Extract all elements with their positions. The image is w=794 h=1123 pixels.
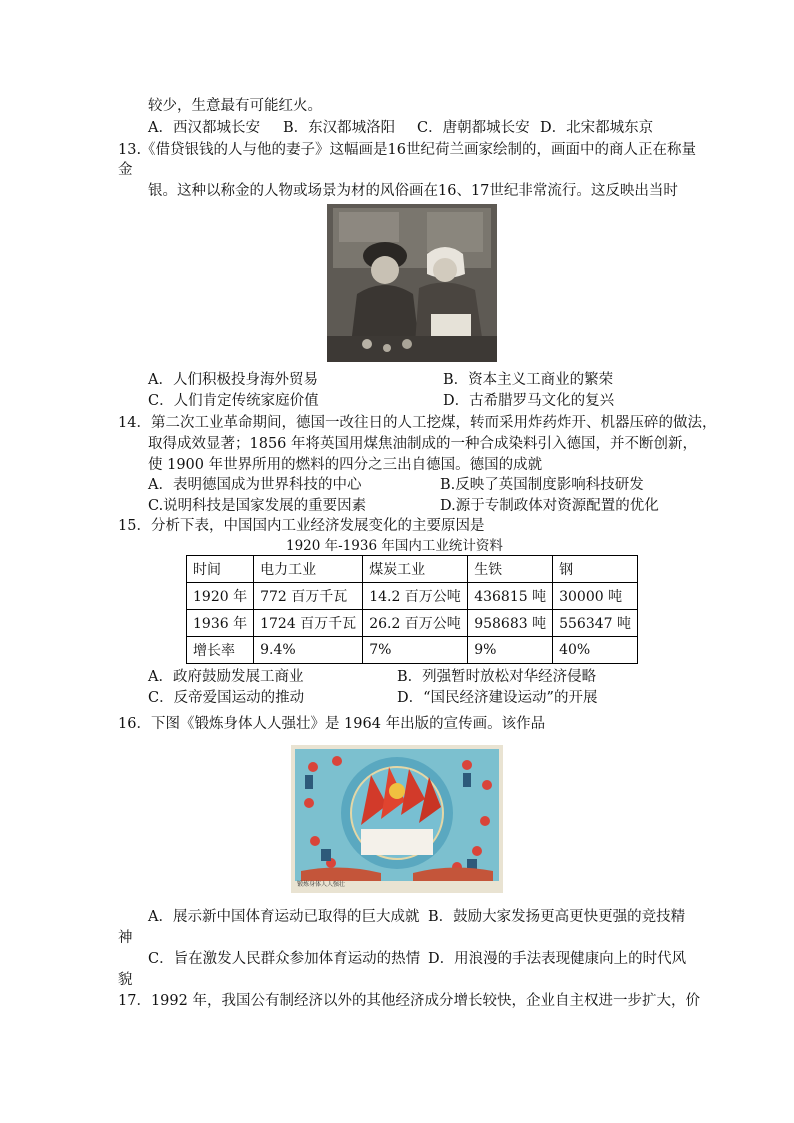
table-header-cell: 电力工业	[254, 556, 363, 583]
q13-option-b: B．资本主义工商业的繁荣	[443, 372, 614, 388]
q12-option-c: C．唐朝都城长安	[417, 120, 530, 136]
q12-option-a: A．西汉都城长安	[148, 120, 260, 136]
q16-option-b-cont: 神	[118, 930, 133, 946]
table-cell: 40%	[553, 637, 638, 664]
table-header-cell: 时间	[187, 556, 254, 583]
table-cell: 958683 吨	[468, 610, 553, 637]
q15-option-d: D．“国民经济建设运动”的开展	[397, 690, 598, 706]
table-cell: 7%	[363, 637, 468, 664]
q13-stem-line2: 银。这种以称金的人物或场景为材的风俗画在16、17世纪非常流行。这反映出当时	[148, 183, 678, 199]
q14-stem-line3: 使 1900 年世界所用的燃料的四分之三出自德国。德国的成就	[148, 457, 543, 473]
q15-option-c: C．反帝爱国运动的推动	[148, 690, 305, 706]
table-row	[187, 583, 638, 610]
table-header-cell: 钢	[553, 556, 638, 583]
table-cell: 1936 年	[187, 610, 254, 637]
table-row	[187, 610, 638, 637]
q14-option-d: D.源于专制政体对资源配置的优化	[440, 498, 659, 514]
industry-stats-table	[186, 555, 638, 664]
poster-caption: 锻炼身体人人强壮	[297, 881, 346, 888]
q12-text-tail: 较少，生意最有可能红火。	[148, 98, 322, 114]
q13-option-d: D．古希腊罗马文化的复兴	[443, 393, 615, 409]
q15-option-b: B．列强暂时放松对华经济侵略	[397, 669, 597, 685]
table-cell: 26.2 百万公吨	[363, 610, 468, 637]
table-row	[187, 637, 638, 664]
table-cell: 1724 百万千瓦	[254, 610, 363, 637]
sports-poster-art	[291, 745, 503, 893]
q16-stem: 16．下图《锻炼身体人人强壮》是 1964 年出版的宣传画。该作品	[118, 716, 546, 732]
q14-option-c: C.说明科技是国家发展的重要因素	[148, 498, 367, 514]
q13-stem-line1b: 金	[118, 162, 133, 178]
table-header-row	[187, 556, 638, 583]
q14-stem-line2: 取得成效显著；1856 年将英国用煤焦油制成的一种合成染料引入德国，并不断创新，	[148, 436, 698, 452]
table-header-cell: 煤炭工业	[363, 556, 468, 583]
q14-option-a: A．表明德国成为世界科技的中心	[148, 477, 362, 493]
q15-option-a: A．政府鼓励发展工商业	[148, 669, 304, 685]
table-cell: 556347 吨	[553, 610, 638, 637]
moneylender-painting-art	[327, 204, 497, 362]
table-cell: 14.2 百万公吨	[363, 583, 468, 610]
table-cell: 9.4%	[254, 637, 363, 664]
q13-option-a: A．人们积极投身海外贸易	[148, 372, 318, 388]
table-cell: 30000 吨	[553, 583, 638, 610]
q12-option-d: D．北宋都城东京	[540, 120, 654, 136]
q13-stem-line1: 13.《借贷银钱的人与他的妻子》这幅画是16世纪荷兰画家绘制的，画面中的商人正在称量	[118, 142, 697, 158]
table-cell: 9%	[468, 637, 553, 664]
q15-stem: 15．分析下表，中国国内工业经济发展变化的主要原因是	[118, 518, 485, 534]
q14-stem-line1: 14．第二次工业革命期间，德国一改往日的人工挖煤，转而采用炸药炸开、机器压碎的做法，	[118, 415, 717, 431]
q12-option-b: B．东汉都城洛阳	[283, 120, 396, 136]
table-header-cell: 生铁	[468, 556, 553, 583]
q16-option-d-cont: 貌	[118, 972, 133, 988]
q16-option-b: B．鼓励大家发扬更高更快更强的竞技精	[428, 909, 686, 925]
sports-propaganda-poster	[291, 745, 503, 893]
q16-option-d: D．用浪漫的手法表现健康向上的时代风	[428, 951, 687, 967]
table-cell: 增长率	[187, 637, 254, 664]
q14-option-b: B.反映了英国制度影响科技研发	[440, 477, 644, 493]
q16-option-c: C．旨在激发人民群众参加体育运动的热情	[148, 951, 421, 967]
table-cell: 436815 吨	[468, 583, 553, 610]
table-cell: 1920 年	[187, 583, 254, 610]
q15-table-title: 1920 年-1936 年国内工业统计资料	[286, 538, 503, 554]
q16-option-a: A．展示新中国体育运动已取得的巨大成就	[148, 909, 420, 925]
moneylender-painting	[327, 204, 497, 362]
q13-option-c: C．人们肯定传统家庭价值	[148, 393, 319, 409]
table-cell: 772 百万千瓦	[254, 583, 363, 610]
q17-stem-line1: 17．1992 年，我国公有制经济以外的其他经济成分增长较快，企业自主权进一步扩大，价	[118, 993, 700, 1009]
